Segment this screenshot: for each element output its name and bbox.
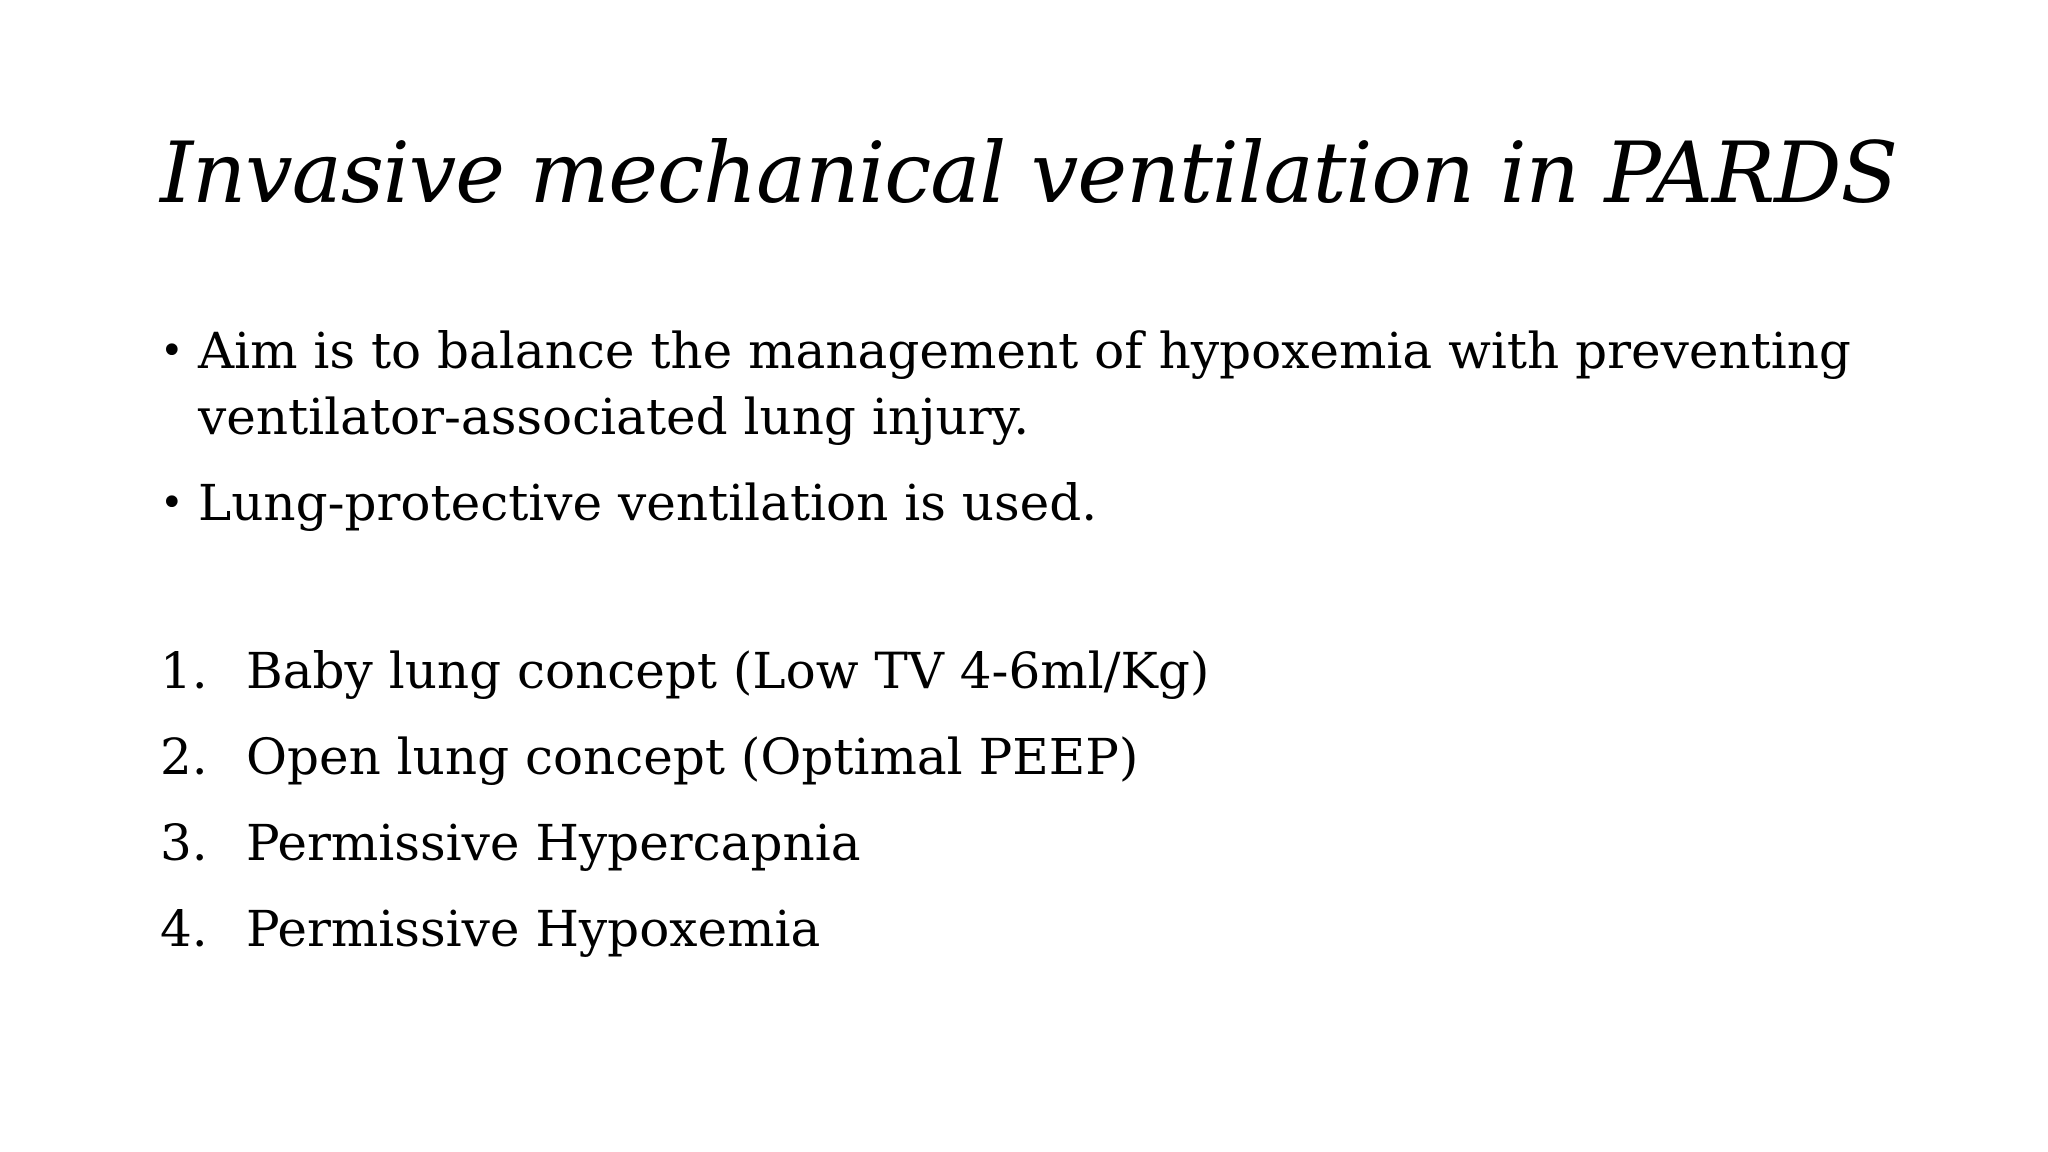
numbered-text: Permissive Hypercapnia <box>246 814 861 872</box>
bullet-marker: • <box>160 328 184 374</box>
number-marker: 4. <box>160 900 208 958</box>
bullet-list <box>160 318 1920 556</box>
numbered-text: Open lung concept (Optimal PEEP) <box>246 728 1139 786</box>
bullet-text: Aim is to balance the management of hypoxemia with preventing ventilator-associated lung injury. <box>198 322 1851 446</box>
numbered-text: Baby lung concept (Low TV 4-6ml/Kg) <box>246 642 1210 700</box>
numbered-item <box>160 896 1920 962</box>
number-marker: 3. <box>160 814 208 872</box>
numbered-item <box>160 638 1920 704</box>
bullet-text: Lung-protective ventilation is used. <box>198 474 1098 532</box>
slide-title: Invasive mechanical ventilation in PARDS <box>160 124 1898 222</box>
bullet-item <box>160 318 1920 450</box>
number-marker: 1. <box>160 642 208 700</box>
numbered-list <box>160 638 1920 982</box>
numbered-item <box>160 810 1920 876</box>
numbered-text: Permissive Hypoxemia <box>246 900 821 958</box>
numbered-item <box>160 724 1920 790</box>
number-marker: 2. <box>160 728 208 786</box>
bullet-item <box>160 470 1920 536</box>
bullet-marker: • <box>160 480 184 526</box>
